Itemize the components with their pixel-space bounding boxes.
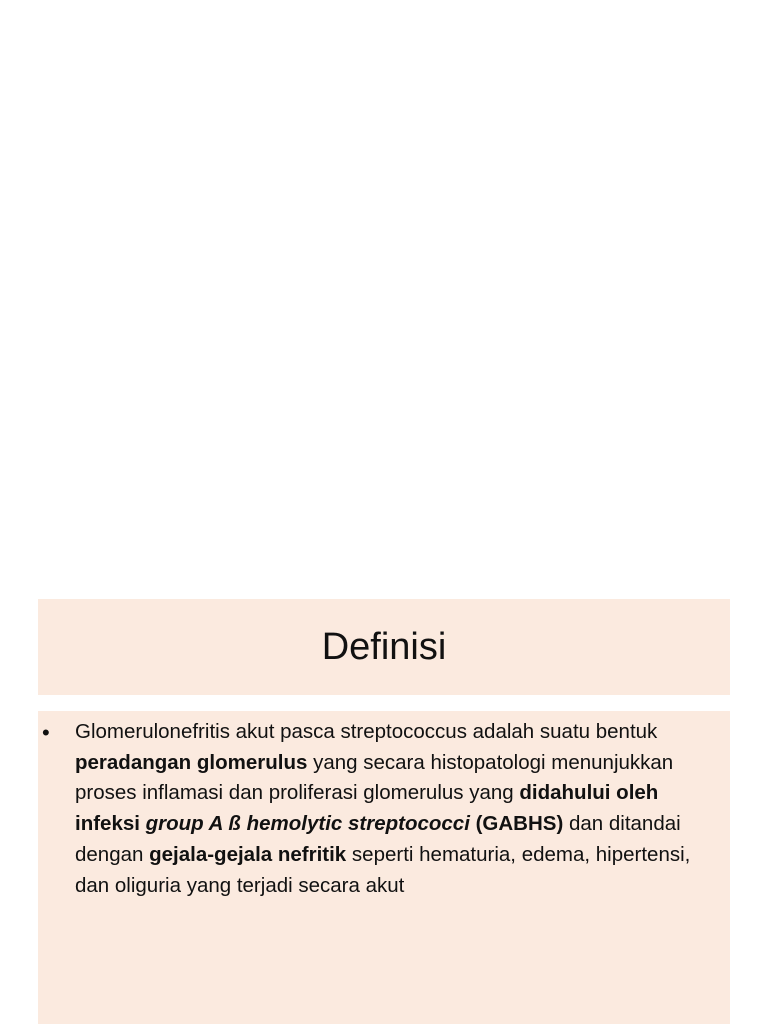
text-segment-bold: (GABHS) <box>469 812 564 836</box>
text-segment-bold-italic: group A ß hemolytic streptococci <box>145 812 470 836</box>
bullet-symbol: • <box>42 720 50 745</box>
text-segment: Glomerulonefritis akut pasca streptococcus adalah suatu bentuk <box>75 720 658 743</box>
title-box <box>38 599 730 695</box>
slide-title: Definisi <box>321 625 447 668</box>
text-segment: seperti hematuria, edema, hipertensi, dan oliguria yang terjadi secara akut <box>75 842 691 897</box>
text-segment: yang secara histopatologi menunjukkan proses inflamasi dan proliferasi glomerulus yang <box>75 750 674 805</box>
text-segment-bold: didahului oleh infeksi <box>75 781 659 836</box>
content-box <box>38 711 730 1024</box>
bullet-text <box>75 717 725 901</box>
text-segment-bold: peradangan glomerulus <box>75 750 308 774</box>
text-segment: dan ditandai dengan <box>75 812 681 866</box>
text-segment-bold: gejala-gejala nefritik <box>149 842 347 866</box>
